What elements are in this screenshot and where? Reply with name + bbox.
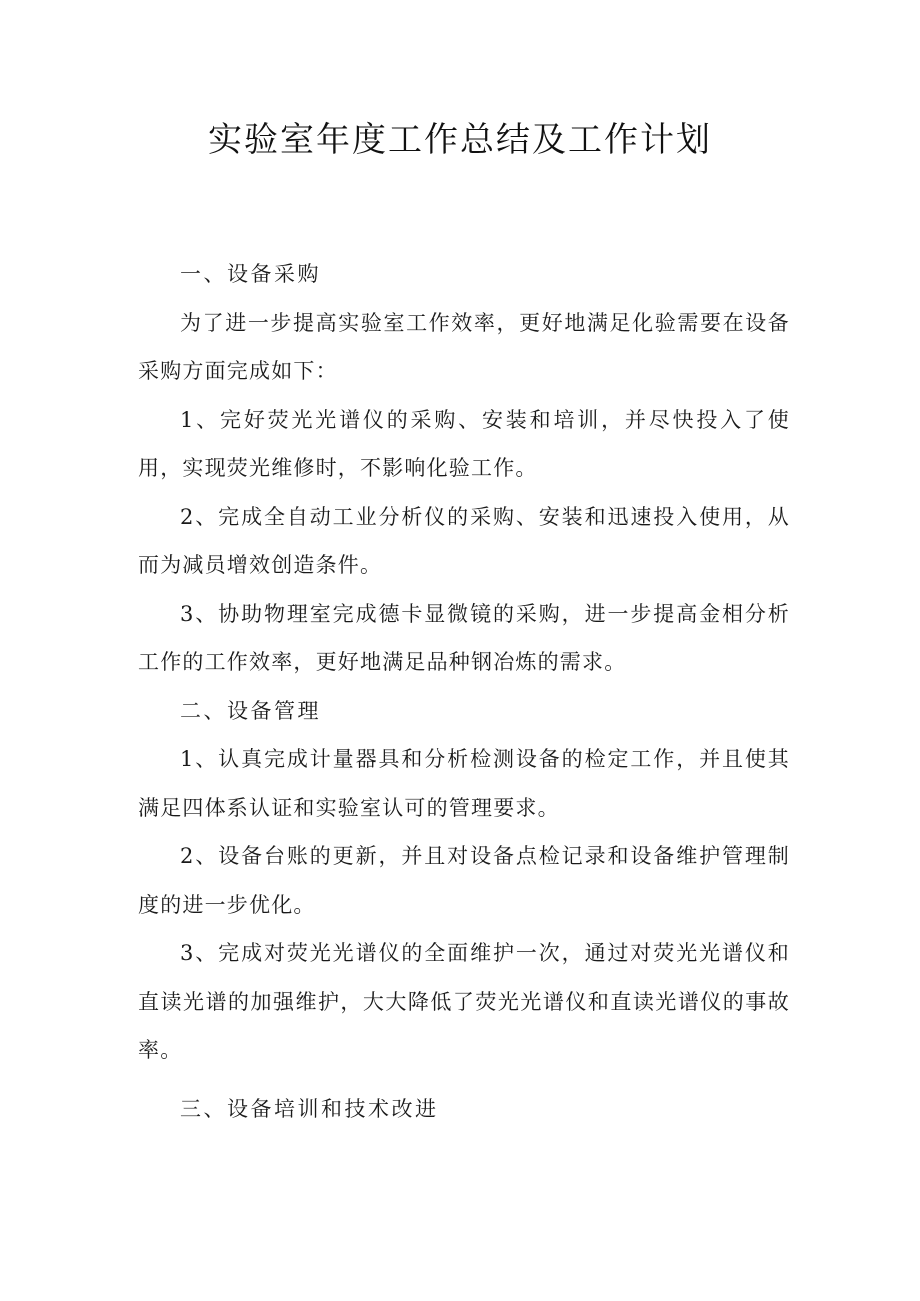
section-2-paragraph-item-1: 1、认真完成计量器具和分析检测设备的检定工作，并且使其满足四体系认证和实验室认可的管理要求。 [138,747,790,820]
section-1-paragraph-item-2: 2、完成全自动工业分析仪的采购、安装和迅速投入使用，从而为减员增效创造条件。 [138,504,790,577]
section-2-paragraph-item-3: 3、完成对荧光光谱仪的全面维护一次，通过对荧光光谱仪和直读光谱的加强维护，大大降低了荧光光谱仪和直读光谱仪的事故率。 [138,941,790,1062]
section-2-paragraph-item-2: 2、设备台账的更新，并且对设备点检记录和设备维护管理制度的进一步优化。 [138,844,790,917]
section-heading-3: 三、设备培训和技术改进 [180,1096,439,1121]
section-heading-2: 二、设备管理 [180,698,321,723]
document-title: 实验室年度工作总结及工作计划 [208,120,712,160]
section-1-paragraph-intro: 为了进一步提高实验室工作效率，更好地满足化验需要在设备采购方面完成如下： [138,310,790,383]
section-1-paragraph-item-3: 3、协助物理室完成德卡显微镜的采购，进一步提高金相分析工作的工作效率，更好地满足品种钢冶炼的需求。 [138,601,790,674]
section-1-paragraph-item-1: 1、完好荧光光谱仪的采购、安装和培训，并尽快投入了使用，实现荧光维修时，不影响化验工作。 [138,407,790,480]
document-body [138,250,790,1133]
section-heading-1: 一、设备采购 [180,262,321,286]
